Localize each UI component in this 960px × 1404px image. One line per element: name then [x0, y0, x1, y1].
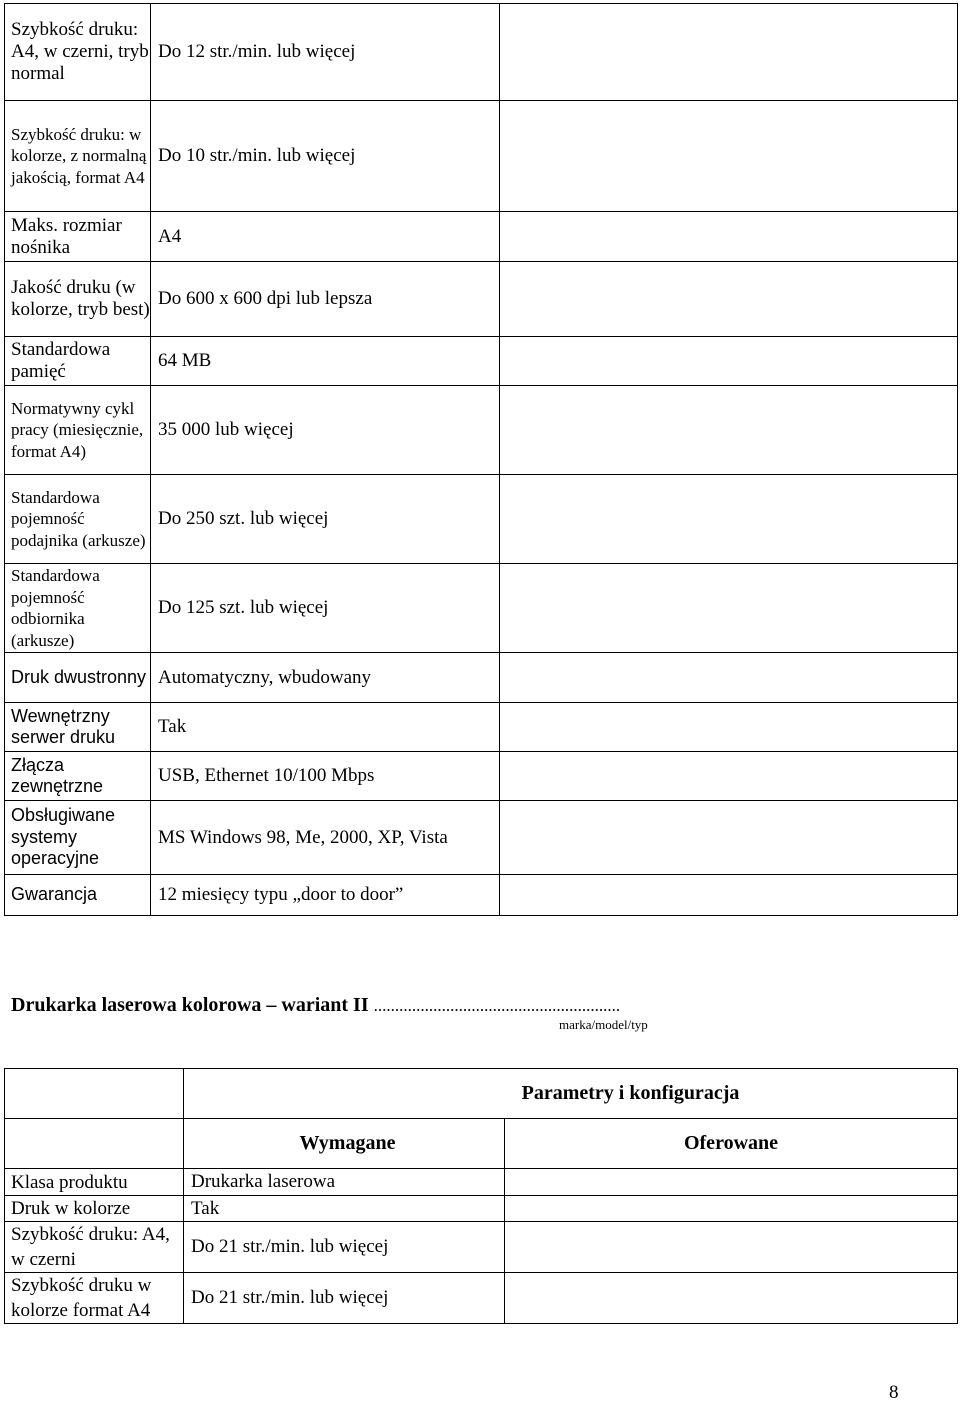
row-required: 64 MB — [151, 337, 500, 386]
row-required: 35 000 lub więcej — [151, 386, 500, 475]
table-row — [5, 875, 958, 916]
table-row — [5, 4, 958, 101]
row-label: Standardowa pojemność podajnika (arkusze) — [5, 475, 151, 564]
row-required: A4 — [151, 212, 500, 262]
row-required: MS Windows 98, Me, 2000, XP, Vista — [151, 801, 500, 875]
row-label: Standardowa pamięć — [5, 337, 151, 386]
row-offered — [500, 4, 958, 101]
row-label: Gwarancja — [5, 875, 151, 916]
row-label: Druk dwustronny — [5, 653, 151, 703]
row-offered — [500, 752, 958, 801]
row-required: Automatyczny, wbudowany — [151, 653, 500, 703]
model-caption: marka/model/typ — [559, 1017, 648, 1032]
row-label: Klasa produktu — [5, 1169, 184, 1196]
row-offered — [500, 564, 958, 653]
row-label: Jakość druku (w kolorze, tryb best) — [5, 262, 151, 337]
row-offered — [500, 101, 958, 212]
header-empty-cell — [5, 1069, 184, 1119]
table-row — [5, 262, 958, 337]
table-row — [5, 703, 958, 752]
col-required-header: Wymagane — [184, 1119, 505, 1169]
table-row — [5, 337, 958, 386]
table-row — [5, 475, 958, 564]
header-empty-cell — [5, 1119, 184, 1169]
row-offered — [500, 262, 958, 337]
table-row — [5, 564, 958, 653]
row-required: Do 10 str./min. lub więcej — [151, 101, 500, 212]
row-label: Normatywny cykl pracy (miesięcznie, format A4) — [5, 386, 151, 475]
table-row — [5, 386, 958, 475]
table-row — [5, 1222, 958, 1273]
row-required: Do 600 x 600 dpi lub lepsza — [151, 262, 500, 337]
row-offered — [505, 1273, 958, 1324]
row-offered — [500, 475, 958, 564]
col-offered-header: Oferowane — [505, 1119, 958, 1169]
table-row — [5, 653, 958, 703]
row-offered — [505, 1222, 958, 1273]
row-label: Szybkość druku: w kolorze, z normalną jakością, format A4 — [5, 101, 151, 212]
row-required: Drukarka laserowa — [184, 1169, 505, 1196]
row-label: Obsługiwane systemy operacyjne — [5, 801, 151, 875]
row-offered — [500, 653, 958, 703]
page-number: 8 — [889, 1382, 899, 1403]
row-offered — [500, 337, 958, 386]
row-required: Do 125 szt. lub więcej — [151, 564, 500, 653]
row-required: Tak — [151, 703, 500, 752]
row-label: Standardowa pojemność odbiornika (arkusze) — [5, 564, 151, 653]
row-required: Do 12 str./min. lub więcej — [151, 4, 500, 101]
row-label: Wewnętrzny serwer druku — [5, 703, 151, 752]
row-offered — [500, 875, 958, 916]
row-required: Tak — [184, 1196, 505, 1222]
table-header-row — [5, 1119, 958, 1169]
row-offered — [500, 801, 958, 875]
row-required: Do 250 szt. lub więcej — [151, 475, 500, 564]
table-row — [5, 1169, 958, 1196]
row-label: Druk w kolorze — [5, 1196, 184, 1222]
table-row — [5, 1273, 958, 1324]
row-required: Do 21 str./min. lub więcej — [184, 1273, 505, 1324]
section-heading-text: Drukarka laserowa kolorowa – wariant II — [11, 994, 369, 1016]
row-offered — [500, 212, 958, 262]
row-label: Szybkość druku: A4, w czerni — [5, 1222, 184, 1273]
header-group-title: Parametry i konfiguracja — [184, 1069, 958, 1119]
table-row — [5, 752, 958, 801]
row-offered — [500, 386, 958, 475]
section-heading — [11, 994, 620, 1017]
table-row — [5, 801, 958, 875]
table-row — [5, 212, 958, 262]
model-fill-line: .......................................................... — [373, 996, 621, 1015]
row-label: Szybkość druku w kolorze format A4 — [5, 1273, 184, 1324]
row-offered — [500, 703, 958, 752]
printer-spec-table-1 — [4, 3, 958, 916]
row-required: USB, Ethernet 10/100 Mbps — [151, 752, 500, 801]
table-row — [5, 1196, 958, 1222]
row-required: 12 miesięcy typu „door to door” — [151, 875, 500, 916]
row-required: Do 21 str./min. lub więcej — [184, 1222, 505, 1273]
row-offered — [505, 1169, 958, 1196]
table-row — [5, 101, 958, 212]
row-label: Złącza zewnętrzne — [5, 752, 151, 801]
table-header-row — [5, 1069, 958, 1119]
printer-spec-table-2 — [4, 1068, 958, 1324]
row-label: Szybkość druku: A4, w czerni, tryb normal — [5, 4, 151, 101]
row-offered — [505, 1196, 958, 1222]
row-label: Maks. rozmiar nośnika — [5, 212, 151, 262]
